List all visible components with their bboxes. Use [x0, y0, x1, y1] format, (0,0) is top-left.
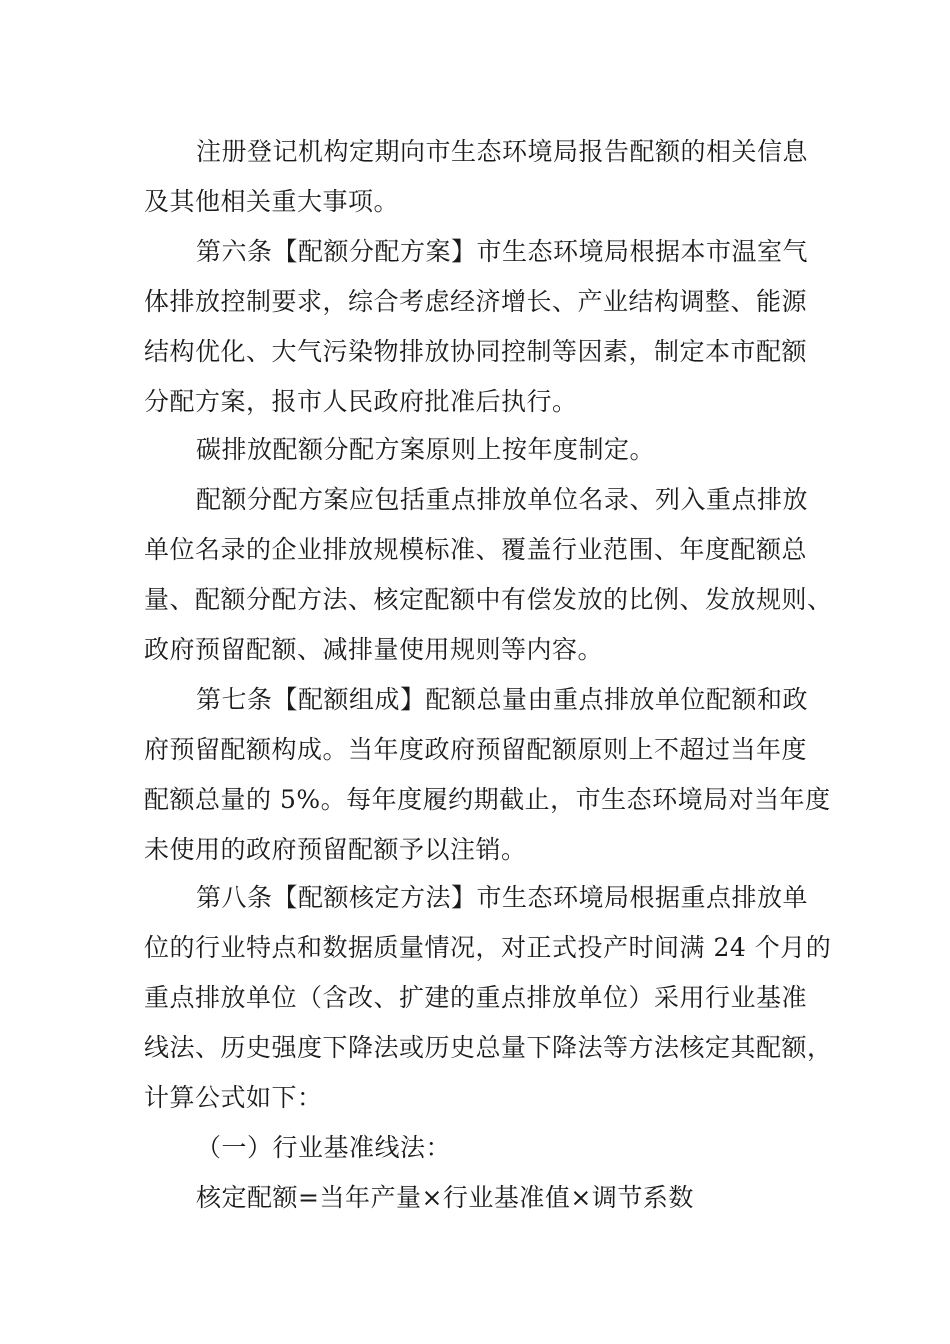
paragraph-line: 线法、历史强度下降法或历史总量下降法等方法核定其配额，: [144, 1033, 833, 1062]
paragraph-line: 第八条【配额核定方法】市生态环境局根据重点排放单: [196, 883, 809, 912]
paragraph-line: 配额总量的 5%。每年度履约期截止，市生态环境局对当年度: [144, 785, 831, 814]
paragraph-line: 分配方案，报市人民政府批准后执行。: [144, 387, 578, 416]
paragraph-line: 及其他相关重大事项。: [144, 187, 400, 216]
paragraph-line: 位的行业特点和数据质量情况，对正式投产时间满 24 个月的: [144, 933, 832, 962]
paragraph-line: 政府预留配额、减排量使用规则等内容。: [144, 635, 604, 664]
paragraph-line: 府预留配额构成。当年度政府预留配额原则上不超过当年度: [144, 735, 808, 764]
section-heading: （一）行业基准线法：: [196, 1133, 452, 1162]
paragraph-line: 计算公式如下：: [144, 1083, 323, 1112]
paragraph-line: 碳排放配额分配方案原则上按年度制定。: [196, 435, 656, 464]
paragraph-line: 未使用的政府预留配额予以注销。: [144, 835, 527, 864]
paragraph-line: 第七条【配额组成】配额总量由重点排放单位配额和政: [196, 685, 809, 714]
paragraph-line: 量、配额分配方法、核定配额中有偿发放的比例、发放规则、: [144, 585, 833, 614]
paragraph-line: 配额分配方案应包括重点排放单位名录、列入重点排放: [196, 485, 809, 514]
paragraph-line: 单位名录的企业排放规模标准、覆盖行业范围、年度配额总: [144, 535, 808, 564]
paragraph-line: 重点排放单位（含改、扩建的重点排放单位）采用行业基准: [144, 983, 808, 1012]
paragraph-line: 结构优化、大气污染物排放协同控制等因素，制定本市配额: [144, 337, 808, 366]
paragraph-line: 注册登记机构定期向市生态环境局报告配额的相关信息: [196, 137, 809, 166]
paragraph-line: 体排放控制要求，综合考虑经济增长、产业结构调整、能源: [144, 287, 808, 316]
formula-line: 核定配额=当年产量×行业基准值×调节系数: [196, 1183, 694, 1212]
paragraph-line: 第六条【配额分配方案】市生态环境局根据本市温室气: [196, 237, 809, 266]
